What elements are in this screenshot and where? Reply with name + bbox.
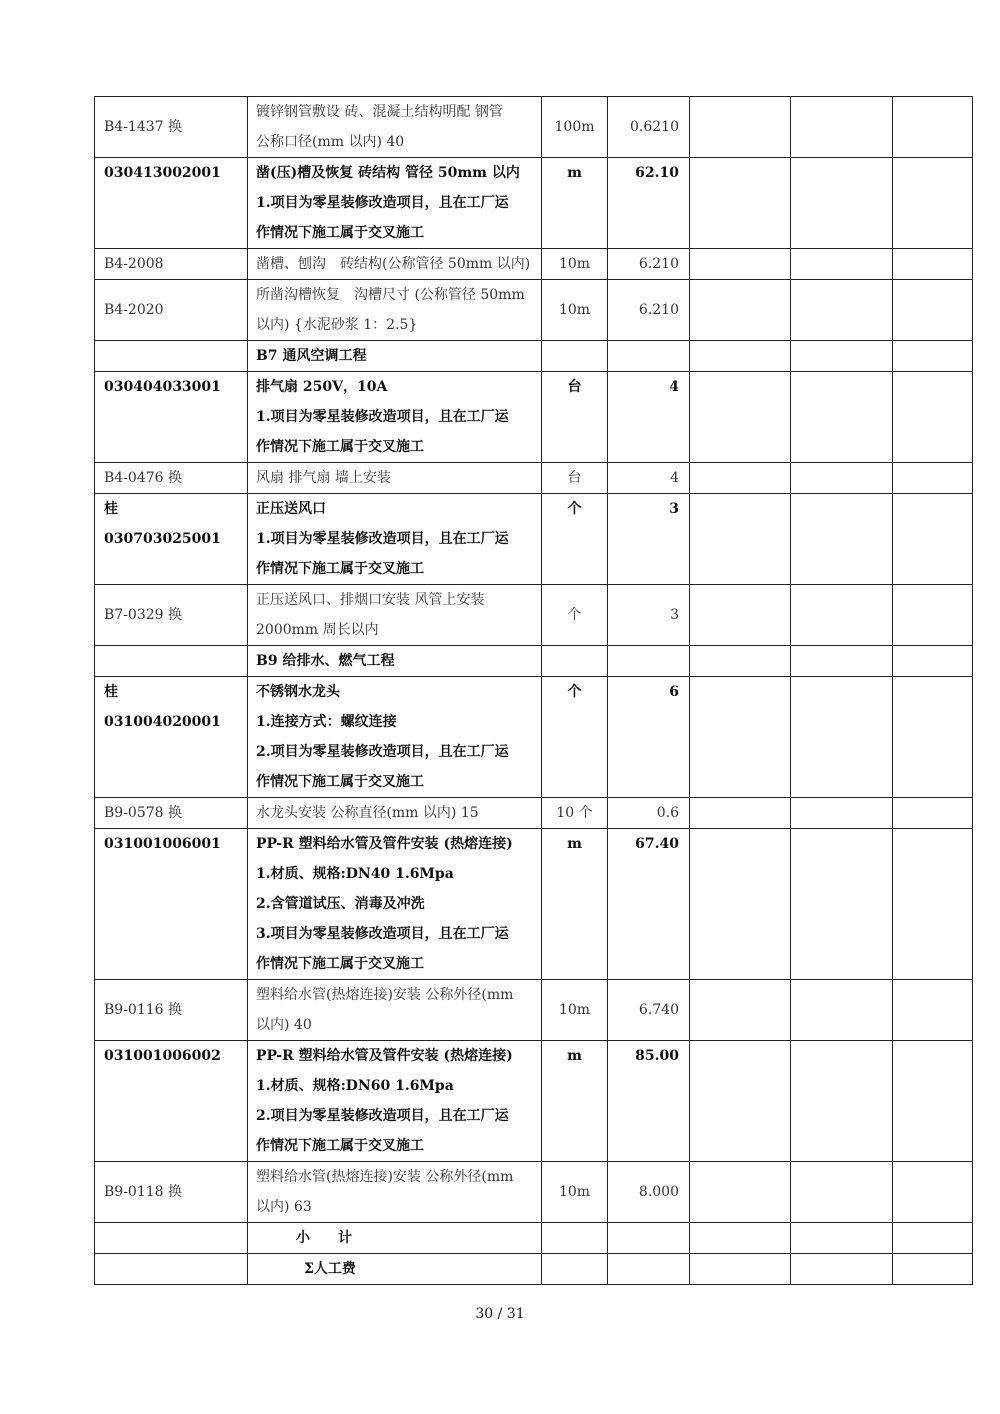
- section-row: [95, 646, 973, 677]
- empty-cell: [791, 341, 893, 372]
- sub-item-row: [95, 585, 973, 646]
- item-quantity: 6.210: [608, 280, 690, 341]
- item-quantity: 0.6: [608, 798, 690, 829]
- item-quantity: 3: [608, 494, 690, 585]
- empty-cell: [791, 646, 893, 677]
- description-line: 不锈钢水龙头: [256, 684, 340, 700]
- description-line: 作情况下施工属于交叉施工: [256, 439, 424, 455]
- empty-cell: [690, 463, 791, 494]
- empty-cell: [791, 677, 893, 798]
- empty-cell: [893, 646, 973, 677]
- empty-cell: [893, 980, 973, 1041]
- empty-cell: [690, 158, 791, 249]
- empty-cell: [95, 1223, 248, 1254]
- item-description: [248, 646, 542, 677]
- description-line: 2000mm 周长以内: [256, 622, 379, 638]
- item-unit: 10m: [542, 280, 608, 341]
- empty-cell: [791, 249, 893, 280]
- labor-total-text: Σ人工费: [304, 1261, 356, 1277]
- empty-cell: [791, 585, 893, 646]
- item-quantity: 67.40: [608, 829, 690, 980]
- item-row: [95, 158, 973, 249]
- empty-cell: [893, 341, 973, 372]
- empty-cell: [791, 97, 893, 158]
- empty-cell: [690, 341, 791, 372]
- empty-cell: [690, 646, 791, 677]
- empty-cell: [690, 980, 791, 1041]
- section-row: [95, 341, 973, 372]
- empty-cell: [893, 829, 973, 980]
- description-line: 1.项目为零星装修改造项目，且在工厂运: [256, 531, 509, 547]
- description-line: B7 通风空调工程: [256, 348, 367, 364]
- item-unit: m: [542, 1041, 608, 1162]
- sub-item-row: [95, 1162, 973, 1223]
- item-unit: 10m: [542, 1162, 608, 1223]
- item-code: B9-0118 换: [95, 1162, 248, 1223]
- item-code: B4-0476 换: [95, 463, 248, 494]
- description-line: 以内) {水泥砂浆 1：2.5}: [256, 317, 418, 333]
- item-unit: [542, 341, 608, 372]
- empty-cell: [893, 372, 973, 463]
- empty-cell: [893, 463, 973, 494]
- description-line: 1.材质、规格:DN60 1.6Mpa: [256, 1078, 454, 1094]
- description-line: 作情况下施工属于交叉施工: [256, 956, 424, 972]
- item-description: [248, 1162, 542, 1223]
- description-line: 镀锌钢管敷设 砖、混凝土结构明配 钢管: [256, 104, 503, 120]
- item-description: [248, 494, 542, 585]
- empty-cell: [893, 1162, 973, 1223]
- item-quantity: 8.000: [608, 1162, 690, 1223]
- empty-cell: [893, 158, 973, 249]
- sub-item-row: [95, 463, 973, 494]
- empty-cell: [893, 1254, 973, 1285]
- item-code: B4-1437 换: [95, 97, 248, 158]
- description-line: 作情况下施工属于交叉施工: [256, 1138, 424, 1154]
- empty-cell: [690, 280, 791, 341]
- empty-cell: [893, 494, 973, 585]
- empty-cell: [893, 249, 973, 280]
- empty-cell: [690, 1041, 791, 1162]
- description-line: 3.项目为零星装修改造项目，且在工厂运: [256, 926, 509, 942]
- empty-cell: [893, 1223, 973, 1254]
- item-row: [95, 829, 973, 980]
- description-line: 作情况下施工属于交叉施工: [256, 225, 424, 241]
- item-unit: 台: [542, 463, 608, 494]
- item-unit: 10m: [542, 980, 608, 1041]
- item-code: 031001006001: [95, 829, 248, 980]
- empty-cell: [893, 1041, 973, 1162]
- item-description: [248, 280, 542, 341]
- sub-item-row: [95, 798, 973, 829]
- empty-cell: [791, 1223, 893, 1254]
- empty-cell: [791, 1254, 893, 1285]
- description-line: 风扇 排气扇 墙上安装: [256, 470, 391, 486]
- item-row: [95, 677, 973, 798]
- item-row: [95, 1041, 973, 1162]
- item-unit: 100m: [542, 97, 608, 158]
- item-description: [248, 97, 542, 158]
- description-line: 凿槽、刨沟 砖结构(公称管径 50mm 以内): [256, 256, 531, 272]
- item-quantity: 0.6210: [608, 97, 690, 158]
- item-code: B9-0578 换: [95, 798, 248, 829]
- description-line: 以内) 40: [256, 1017, 312, 1033]
- empty-cell: [690, 1162, 791, 1223]
- empty-cell: [791, 829, 893, 980]
- item-description: [248, 980, 542, 1041]
- item-description: [248, 372, 542, 463]
- item-code: 031001006002: [95, 1041, 248, 1162]
- labor-total-label: [248, 1254, 542, 1285]
- empty-cell: [791, 1162, 893, 1223]
- item-code: B4-2020: [95, 280, 248, 341]
- item-code: [95, 341, 248, 372]
- item-quantity: 62.10: [608, 158, 690, 249]
- empty-cell: [893, 280, 973, 341]
- item-code: 030413002001: [95, 158, 248, 249]
- description-line: 2.项目为零星装修改造项目，且在工厂运: [256, 744, 509, 760]
- labor-total-row: [95, 1254, 973, 1285]
- item-unit: [542, 646, 608, 677]
- item-description: [248, 1041, 542, 1162]
- empty-cell: [791, 980, 893, 1041]
- empty-cell: [95, 1254, 248, 1285]
- empty-cell: [690, 1223, 791, 1254]
- item-description: [248, 341, 542, 372]
- description-line: PP-R 塑料给水管及管件安装 (热熔连接): [256, 836, 513, 852]
- sub-item-row: [95, 97, 973, 158]
- empty-cell: [690, 249, 791, 280]
- item-quantity: 85.00: [608, 1041, 690, 1162]
- item-description: [248, 158, 542, 249]
- item-description: [248, 829, 542, 980]
- description-line: 1.项目为零星装修改造项目，且在工厂运: [256, 195, 509, 211]
- description-line: 排气扇 250V，10A: [256, 379, 388, 395]
- item-code: 030404033001: [95, 372, 248, 463]
- description-line: 以内) 63: [256, 1199, 312, 1215]
- description-line: 塑料给水管(热熔连接)安装 公称外径(mm: [256, 987, 514, 1003]
- item-unit: 10m: [542, 249, 608, 280]
- empty-cell: [791, 280, 893, 341]
- empty-cell: [893, 798, 973, 829]
- description-line: 所凿沟槽恢复 沟槽尺寸 (公称管径 50mm: [256, 287, 525, 303]
- item-description: [248, 677, 542, 798]
- description-line: 作情况下施工属于交叉施工: [256, 774, 424, 790]
- item-quantity: [608, 646, 690, 677]
- description-line: 2.项目为零星装修改造项目，且在工厂运: [256, 1108, 509, 1124]
- empty-cell: [608, 1254, 690, 1285]
- description-line: 凿(压)槽及恢复 砖结构 管径 50mm 以内: [256, 165, 520, 181]
- item-code: 桂 031004020001: [95, 677, 248, 798]
- empty-cell: [791, 494, 893, 585]
- item-unit: 个: [542, 585, 608, 646]
- sub-item-row: [95, 980, 973, 1041]
- page-number: 30 / 31: [475, 1306, 525, 1322]
- item-row: [95, 372, 973, 463]
- item-unit: m: [542, 158, 608, 249]
- empty-cell: [690, 1254, 791, 1285]
- description-line: 1.项目为零星装修改造项目，且在工厂运: [256, 409, 509, 425]
- empty-cell: [542, 1223, 608, 1254]
- item-description: [248, 249, 542, 280]
- empty-cell: [690, 677, 791, 798]
- item-quantity: 3: [608, 585, 690, 646]
- subtotal-row: [95, 1223, 973, 1254]
- empty-cell: [791, 1041, 893, 1162]
- description-line: 正压送风口、排烟口安装 风管上安装: [256, 592, 485, 608]
- item-quantity: 6.740: [608, 980, 690, 1041]
- item-unit: 10 个: [542, 798, 608, 829]
- item-quantity: [608, 341, 690, 372]
- empty-cell: [542, 1254, 608, 1285]
- item-code: B9-0116 换: [95, 980, 248, 1041]
- item-row: [95, 494, 973, 585]
- description-line: 1.连接方式：螺纹连接: [256, 714, 397, 730]
- item-description: [248, 798, 542, 829]
- item-quantity: 6.210: [608, 249, 690, 280]
- empty-cell: [791, 158, 893, 249]
- item-code: [95, 646, 248, 677]
- item-unit: m: [542, 829, 608, 980]
- empty-cell: [690, 372, 791, 463]
- item-quantity: 6: [608, 677, 690, 798]
- empty-cell: [791, 372, 893, 463]
- empty-cell: [690, 97, 791, 158]
- empty-cell: [690, 829, 791, 980]
- item-code: 桂 030703025001: [95, 494, 248, 585]
- sub-item-row: [95, 249, 973, 280]
- description-line: 2.含管道试压、消毒及冲洗: [256, 896, 425, 912]
- empty-cell: [690, 494, 791, 585]
- table-body: [95, 97, 973, 1285]
- description-line: PP-R 塑料给水管及管件安装 (热熔连接): [256, 1048, 513, 1064]
- subtotal-label: [248, 1223, 542, 1254]
- empty-cell: [893, 677, 973, 798]
- empty-cell: [791, 463, 893, 494]
- description-line: 正压送风口: [256, 501, 326, 517]
- empty-cell: [791, 798, 893, 829]
- empty-cell: [690, 798, 791, 829]
- empty-cell: [690, 585, 791, 646]
- item-quantity: 4: [608, 372, 690, 463]
- bill-of-quantities-table: [94, 96, 973, 1285]
- empty-cell: [893, 97, 973, 158]
- subtotal-text: 小 计: [296, 1230, 352, 1246]
- item-unit: 台: [542, 372, 608, 463]
- empty-cell: [893, 585, 973, 646]
- item-description: [248, 463, 542, 494]
- sub-item-row: [95, 280, 973, 341]
- item-quantity: 4: [608, 463, 690, 494]
- item-code: B7-0329 换: [95, 585, 248, 646]
- description-line: 塑料给水管(热熔连接)安装 公称外径(mm: [256, 1169, 514, 1185]
- description-line: 1.材质、规格:DN40 1.6Mpa: [256, 866, 454, 882]
- item-unit: 个: [542, 494, 608, 585]
- description-line: 水龙头安装 公称直径(mm 以内) 15: [256, 805, 479, 821]
- item-unit: 个: [542, 677, 608, 798]
- description-line: 作情况下施工属于交叉施工: [256, 561, 424, 577]
- item-description: [248, 585, 542, 646]
- item-code: B4-2008: [95, 249, 248, 280]
- description-line: B9 给排水、燃气工程: [256, 653, 395, 669]
- empty-cell: [608, 1223, 690, 1254]
- description-line: 公称口径(mm 以内) 40: [256, 134, 405, 150]
